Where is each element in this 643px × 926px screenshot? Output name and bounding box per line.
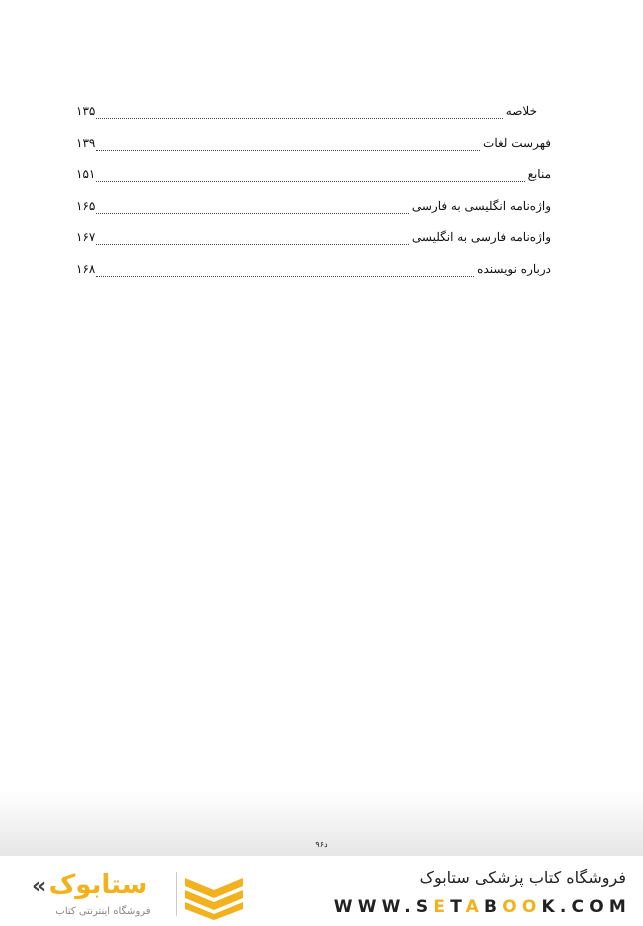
logo-divider [176,872,177,916]
toc-entry[interactable] [76,130,551,162]
toc-entry-title: منابع [527,167,551,181]
toc-entry[interactable] [76,256,551,288]
url-part: E [433,897,451,917]
toc-leader-dots [96,161,524,182]
toc-entry-title: واژه‌نامه فارسی به انگلیسی [411,230,551,244]
toc-entry-page: ۱۶۵ [76,198,96,213]
store-name: فروشگاه کتاب پزشکی ستابوک [419,868,626,887]
toc-entry[interactable] [76,161,551,193]
toc-entry-title: خلاصه [505,104,537,118]
toc-entry-page: ۱۶۷ [76,230,96,244]
toc-entry-title: واژه‌نامه انگلیسی به فارسی [411,198,551,213]
publisher-footer [0,856,643,926]
url-part: OO [502,897,542,917]
toc-entry-page: ۱۳۵ [76,104,96,118]
toc-leader-dots [96,130,480,151]
toc-entry-page: ۱۵۱ [76,167,96,181]
toc-entry-title: فهرست لغات [483,135,551,150]
setabook-logo [28,870,248,926]
logo-arrows-icon: « [32,874,47,899]
toc-leader-dots [96,193,409,214]
toc-entry-title: درباره نویسنده [477,261,551,276]
url-part: K [541,897,560,917]
toc-entry[interactable] [76,224,551,256]
url-part: B [484,897,503,917]
logo-wordmark: ستابوک [48,870,148,900]
toc-leader-dots [96,256,474,277]
url-part: A [465,897,485,917]
toc-entry-page: ۱۳۹ [76,135,96,150]
toc-entry-page: ۱۶۸ [76,261,96,276]
toc-entry[interactable] [76,193,551,225]
url-part: T [450,897,466,917]
toc-entry[interactable] [76,98,551,130]
store-url[interactable] [334,897,631,917]
toc-leader-dots [96,224,409,245]
page-number: د۹۶ [315,840,328,849]
table-of-contents [76,98,551,287]
toc-leader-dots [96,98,502,119]
url-part: WWW.S [333,897,434,917]
book-chevron-icon [183,874,245,920]
logo-tagline: فروشگاه اینترنتی کتاب [55,906,151,917]
url-part: .COM [559,897,631,917]
